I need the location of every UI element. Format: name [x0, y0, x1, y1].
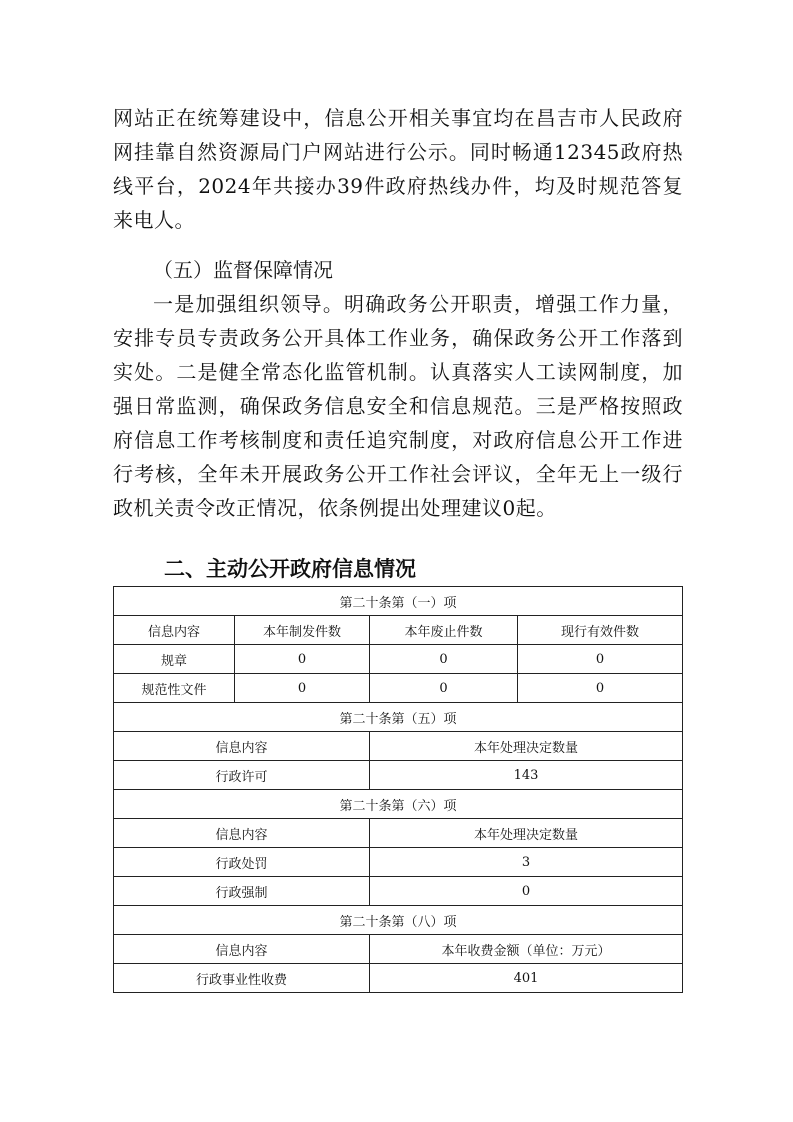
cell-value: 0: [370, 674, 518, 703]
header-fee-amount: 本年收费金额（单位：万元）: [370, 935, 683, 964]
cell-value: 143: [370, 761, 683, 790]
table-header-row: [114, 616, 683, 645]
header-valid-count: 现行有效件数: [518, 616, 683, 645]
row-label: 规章: [114, 645, 235, 674]
table-section-title: [114, 587, 683, 616]
header-info-content: 信息内容: [114, 732, 370, 761]
table-header-row: [114, 819, 683, 848]
header-info-content: 信息内容: [114, 819, 370, 848]
table-row: [114, 848, 683, 877]
table-section-title: [114, 790, 683, 819]
subheading-supervision: （五）监督保障情况: [153, 258, 333, 282]
cell-value: 0: [518, 674, 683, 703]
table-row: [114, 964, 683, 993]
paragraph-website-hotline: 网站正在统筹建设中，信息公开相关事宜均在昌吉市人民政府网挂靠自然资源局门户网站进行公示。同时畅通12345政府热线平台，2024年共接办39件政府热线办件，均及时规范答复来电人。: [113, 106, 683, 232]
cell-value: 3: [370, 848, 683, 877]
header-issued-count: 本年制发件数: [235, 616, 370, 645]
section-title-article-20-5: 第二十条第（五）项: [114, 703, 683, 732]
row-label: 行政处罚: [114, 848, 370, 877]
cell-value: 0: [235, 674, 370, 703]
cell-value: 0: [370, 645, 518, 674]
header-info-content: 信息内容: [114, 935, 370, 964]
table-section-title: [114, 703, 683, 732]
cell-value: 0: [235, 645, 370, 674]
section-title-article-20-1: 第二十条第（一）项: [114, 587, 683, 616]
table-row: [114, 877, 683, 906]
header-decision-count: 本年处理决定数量: [370, 819, 683, 848]
row-label: 行政许可: [114, 761, 370, 790]
header-decision-count: 本年处理决定数量: [370, 732, 683, 761]
row-label: 规范性文件: [114, 674, 235, 703]
paragraph-supervision: 一是加强组织领导。明确政务公开职责，增强工作力量，安排专员专责政务公开具体工作业务，确保政务公开工作落到实处。二是健全常态化监管机制。认真落实人工读网制度，加强日常监测，确保政务信息安全和信息规范。三是严格按照政府信息工作考核制度和责任追究制度，对政府信息公开工作进行考核，全年未开展政务公开工作社会评议，全年无上一级行政机关责令改正情况，依条例提出处理建议0起。: [113, 292, 683, 520]
table-section-title: [114, 906, 683, 935]
header-repealed-count: 本年废止件数: [370, 616, 518, 645]
table-row: [114, 674, 683, 703]
section-title-article-20-6: 第二十条第（六）项: [114, 790, 683, 819]
header-info-content: 信息内容: [114, 616, 235, 645]
cell-value: 0: [370, 877, 683, 906]
row-label: 行政事业性收费: [114, 964, 370, 993]
table-header-row: [114, 732, 683, 761]
cell-value: 401: [370, 964, 683, 993]
section-title: 二、主动公开政府信息情况: [164, 557, 416, 581]
cell-value: 0: [518, 645, 683, 674]
section-title-article-20-8: 第二十条第（八）项: [114, 906, 683, 935]
table-row: [114, 761, 683, 790]
table-row: [114, 645, 683, 674]
row-label: 行政强制: [114, 877, 370, 906]
info-disclosure-table: [113, 586, 683, 993]
table-header-row: [114, 935, 683, 964]
